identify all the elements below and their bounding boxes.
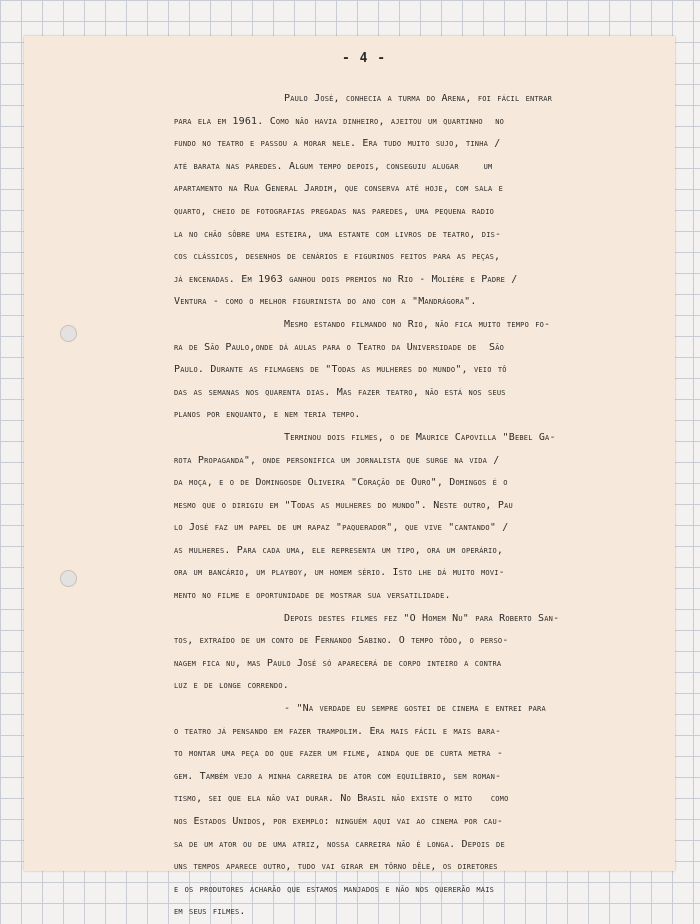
text-line: ra de São Paulo,onde dá aulas para o Teatro da Universidade de São xyxy=(174,341,505,353)
text-line: Paulo. Durante as filmagens de "Todas as mulheres do mundo", veio tô xyxy=(174,364,507,376)
text-line: mento no filme e oportunidade de mostrar sua versatilidade. xyxy=(174,590,451,602)
text-line: até barata nas paredes. Algum tempo depois, conseguiu alugar um xyxy=(174,160,493,172)
text-line: em seus filmes. xyxy=(174,906,246,918)
text-line: rota Propaganda", onde personifica um jornalista que surge na vida / xyxy=(174,454,500,466)
text-line: tismo, sei que ela não vai durar. No Brasil não existe o mito como xyxy=(174,793,509,805)
text-line: as mulheres. Para cada uma, ele representa um tipo, ora um operário, xyxy=(174,544,504,556)
text-line: cos clássicos, desenhos de cenários e figurinos feitos para as peças, xyxy=(174,251,501,263)
text-line: Paulo José, conhecia a turma do Arena, foi fácil entrar xyxy=(284,93,553,104)
punch-hole xyxy=(60,570,77,587)
text-line: nos Estados Unidos, por exemplo: ninguém aqui vai ao cinema por cau- xyxy=(174,816,504,827)
text-line: Terminou dois filmes, o de Maurice Capovilla "Bebel Ga- xyxy=(284,431,556,443)
text-line: luz e de longe correndo. xyxy=(174,680,289,692)
text-line: lo José faz um papel de um rapaz "paquerador", que vive "cantando" / xyxy=(174,522,509,534)
text-line: la no chão sôbre uma esteira, uma estante com livros de teatro, dis- xyxy=(174,228,502,240)
text-line: ora um bancário, um playboy, um homem sério. Isto lhe dá muito movi- xyxy=(174,567,505,579)
page-number: - 4 - xyxy=(342,51,387,66)
text-line: sa de um ator ou de uma atriz, nossa carreira não é longa. Depois de xyxy=(174,838,505,850)
text-line: das as semanas nos quarenta dias. Mas fazer teatro, não está nos seus xyxy=(174,386,506,398)
text-line: apartamento na Rua General Jardim, que conserva até hoje, com sala e xyxy=(174,183,504,195)
text-line: - "Na verdade eu sempre gostei de cinema e entrei para xyxy=(284,703,546,715)
text-line: Mesmo estando filmando no Rio, não fica muito tempo fo- xyxy=(284,318,551,330)
text-line: to montar uma peça do que fazer um filme, ainda que de curta metra - xyxy=(174,748,504,760)
text-line: e os produtores acharão que estamos manjados e não nos quererão mais xyxy=(174,883,495,895)
text-line: fundo no teatro e passou a morar nele. Era tudo muito sujo, tinha / xyxy=(174,138,501,150)
text-line: o teatro já pensando em fazer trampolim. Era mais fácil e mais bara- xyxy=(174,725,502,737)
text-line: para ela em 1961. Como não havia dinheiro, ajeitou um quartinho no xyxy=(174,115,505,127)
text-line: uns tempos aparece outro, tudo vai girar em tôrno dêle, os diretores xyxy=(174,861,498,873)
text-line: já encenadas. Em 1963 ganhou dois premios no Rio - Molière e Padre / xyxy=(174,273,518,285)
text-line: nagem fica nu, mas Paulo José só aparecerá de corpo inteiro a contra xyxy=(174,657,502,669)
text-line: gem. Também vejo a minha carreira de ator com equilíbrio, sem roman- xyxy=(174,770,502,782)
text-line: da moça, e o de Domingosde Oliveira "Coração de Ouro", Domingos é o xyxy=(174,477,508,489)
punch-hole xyxy=(60,325,77,342)
text-line: tos, extraído de um conto de Fernando Sabino. O tempo tôdo, o perso- xyxy=(174,635,509,647)
text-line: Ventura - como o melhor figurinista do ano com a "Mandrágora". xyxy=(174,296,477,308)
text-line: mesmo que o dirigiu em "Todas as mulheres do mundo". Neste outro, Pau xyxy=(174,499,513,511)
text-line: Depois destes filmes fez "O Homem Nu" para Roberto San- xyxy=(284,612,560,624)
text-line: quarto, cheio de fotografias pregadas nas paredes, uma pequena radio xyxy=(174,205,495,217)
typed-text-body xyxy=(174,88,662,924)
typed-page xyxy=(24,36,675,918)
text-line: planos por enquanto, e nem teria tempo. xyxy=(174,409,361,421)
